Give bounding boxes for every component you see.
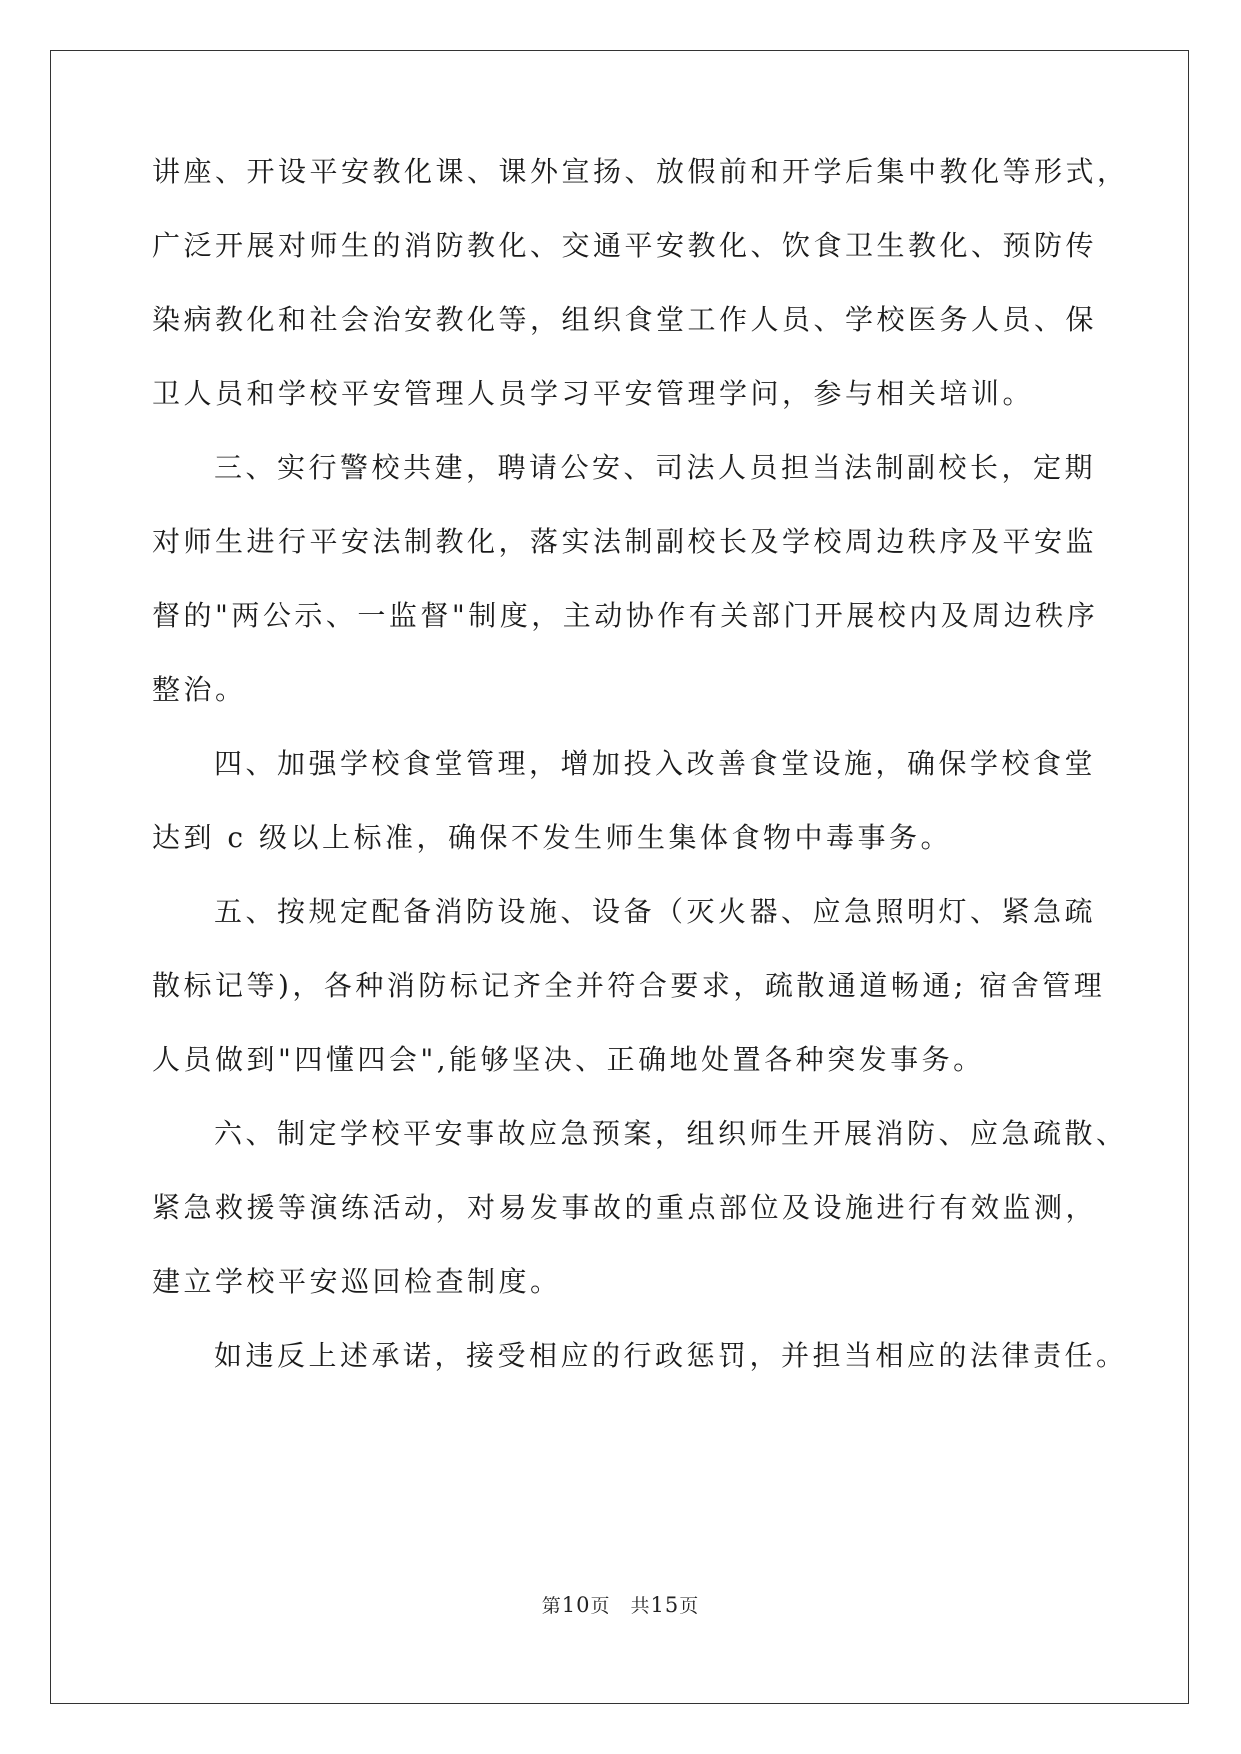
text-line: 卫人员和学校平安管理人员学习平安管理学问，参与相关培训。 <box>152 377 1035 410</box>
text-line: 建立学校平安巡回检查制度。 <box>152 1265 562 1298</box>
page-frame <box>50 50 1189 1704</box>
page-current-number: 10 <box>561 1593 591 1617</box>
paragraph-start-4: 四、加强学校食堂管理，增加投入改善食堂设施，确保学校食堂 <box>214 747 1097 780</box>
paragraph-start-5: 五、按规定配备消防设施、设备（灭火器、应急照明灯、紧急疏 <box>214 895 1097 928</box>
paragraph-start-6: 六、制定学校平安事故应急预案，组织师生开展消防、应急疏散、 <box>214 1117 1128 1150</box>
page-total-number: 15 <box>650 1593 680 1617</box>
text-line: 讲座、开设平安教化课、课外宣扬、放假前和开学后集中教化等形式， <box>152 155 1129 188</box>
closing-statement: 如违反上述承诺，接受相应的行政惩罚，并担当相应的法律责任。 <box>214 1339 1128 1372</box>
text-line: 紧急救援等演练活动，对易发事故的重点部位及设施进行有效监测， <box>152 1191 1098 1224</box>
text-line: 人员做到"四懂四会",能够坚决、正确地处置各种突发事务。 <box>152 1043 985 1076</box>
page-suffix: 页 <box>679 1595 700 1617</box>
text-line: 染病教化和社会治安教化等，组织食堂工作人员、学校医务人员、保 <box>152 303 1098 336</box>
text-line: 对师生进行平安法制教化，落实法制副校长及学校周边秩序及平安监 <box>152 525 1098 558</box>
text-line: 广泛开展对师生的消防教化、交通平安教化、饮食卫生教化、预防传 <box>152 229 1098 262</box>
text-line: 整治。 <box>152 673 247 706</box>
text-line: 督的"两公示、一监督"制度，主动协作有关部门开展校内及周边秩序 <box>152 599 1099 632</box>
paragraph-start-3: 三、实行警校共建，聘请公安、司法人员担当法制副校长，定期 <box>214 451 1097 484</box>
text-line: 达到 c 级以上标准，确保不发生师生集体食物中毒事务。 <box>152 821 952 854</box>
page-mid-text: 页 共 <box>590 1595 651 1617</box>
text-line: 散标记等)，各种消防标记齐全并符合要求，疏散通道畅通; 宿舍管理 <box>152 969 1106 1002</box>
page-footer <box>0 1593 1241 1618</box>
page-prefix: 第 <box>541 1595 562 1617</box>
